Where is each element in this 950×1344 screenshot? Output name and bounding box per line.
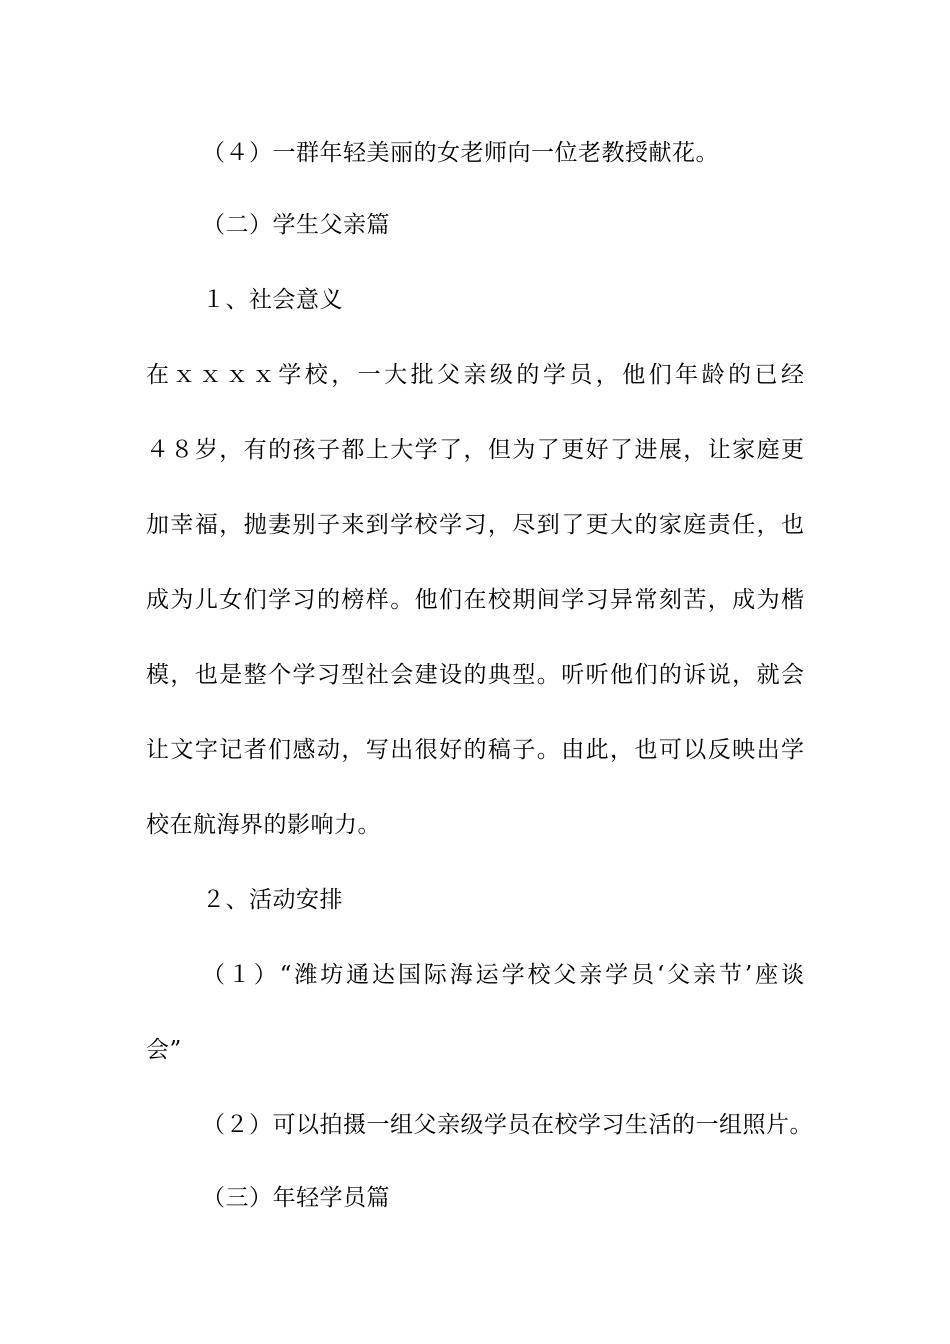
section-heading-young-students: （三）年轻学员篇 <box>202 1185 390 1211</box>
subheading-activity-arrangement: ２、活动安排 <box>202 887 343 913</box>
paragraph-line-2: ４８岁，有的孩子都上大学了，但为了更好了进展，让家庭更 <box>146 437 804 463</box>
paragraph-line-5: 模，也是整个学习型社会建设的典型。听听他们的诉说，就会 <box>146 662 804 688</box>
paragraph-line-1: 在ｘｘｘｘ学校，一大批父亲级的学员，他们年龄的已经 <box>146 362 804 388</box>
paragraph-line-6: 让文字记者们感动，写出很好的稿子。由此，也可以反映出学 <box>146 737 804 763</box>
subheading-social-significance: １、社会意义 <box>202 287 343 313</box>
section-heading-student-fathers: （二）学生父亲篇 <box>202 212 390 238</box>
paragraph-line-3: 加幸福，抛妻别子来到学校学习，尽到了更大的家庭责任，也 <box>146 512 804 538</box>
list-item-1-forum: （１）“潍坊通达国际海运学校父亲学员‘父亲节’座谈 <box>202 962 804 988</box>
paragraph-line-4: 成为儿女们学习的榜样。他们在校期间学习异常刻苦，成为楷 <box>146 587 804 613</box>
list-item-1-forum-continued: 会” <box>146 1037 182 1063</box>
list-item-4-flowers: （４）一群年轻美丽的女老师向一位老教授献花。 <box>202 140 719 166</box>
list-item-2-photos: （２）可以拍摄一组父亲级学员在校学习生活的一组照片。 <box>202 1112 813 1138</box>
paragraph-line-7: 校在航海界的影响力。 <box>146 812 381 838</box>
